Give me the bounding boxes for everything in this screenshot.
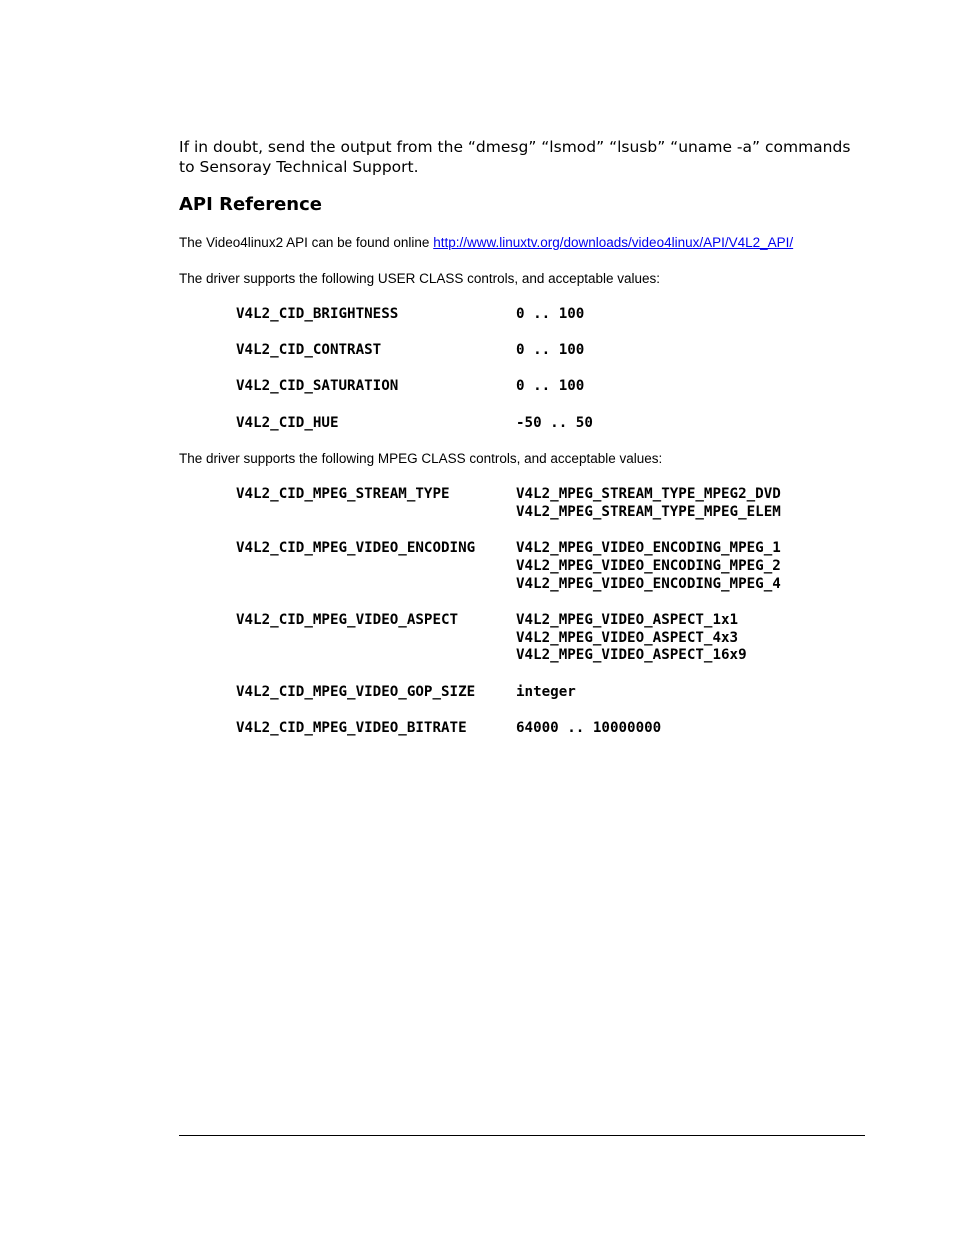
control-name: V4L2_CID_MPEG_VIDEO_ASPECT <box>236 612 459 628</box>
control-value: V4L2_MPEG_VIDEO_ASPECT_4x3 <box>516 630 739 646</box>
control-value: V4L2_MPEG_VIDEO_ENCODING_MPEG_4 <box>516 576 781 592</box>
control-value: 64000 .. 10000000 <box>516 720 662 736</box>
control-name: V4L2_CID_MPEG_VIDEO_BITRATE <box>236 720 467 736</box>
control-value: V4L2_MPEG_VIDEO_ENCODING_MPEG_2 <box>516 558 781 574</box>
control-name: V4L2_CID_MPEG_VIDEO_ENCODING <box>236 540 476 556</box>
control-value: V4L2_MPEG_VIDEO_ASPECT_16x9 <box>516 647 747 663</box>
control-name: V4L2_CID_BRIGHTNESS <box>236 306 399 322</box>
intro-line-1: If in doubt, send the output from the “dmesg” “lsmod” “lsusb” “uname -a” commands <box>179 138 851 156</box>
control-value: V4L2_MPEG_VIDEO_ASPECT_1x1 <box>516 612 739 628</box>
control-value: 0 .. 100 <box>516 306 585 322</box>
control-value: integer <box>516 684 576 700</box>
section-heading: API Reference <box>179 194 322 215</box>
user-class-intro: The driver supports the following USER CLASS controls, and acceptable values: <box>179 271 660 286</box>
api-location-label: The Video4linux2 API can be found online <box>179 235 434 250</box>
api-location-text <box>179 234 793 251</box>
control-name: V4L2_CID_MPEG_VIDEO_GOP_SIZE <box>236 684 476 700</box>
api-link[interactable]: http://www.linuxtv.org/downloads/video4linux/API/V4L2_API/ <box>433 235 794 250</box>
control-value: 0 .. 100 <box>516 342 585 358</box>
control-name: V4L2_CID_HUE <box>236 415 339 431</box>
control-value: V4L2_MPEG_VIDEO_ENCODING_MPEG_1 <box>516 540 781 556</box>
control-value: V4L2_MPEG_STREAM_TYPE_MPEG2_DVD <box>516 486 781 502</box>
control-value: 0 .. 100 <box>516 378 585 394</box>
mpeg-class-intro: The driver supports the following MPEG CLASS controls, and acceptable values: <box>179 451 663 466</box>
control-value: V4L2_MPEG_STREAM_TYPE_MPEG_ELEM <box>516 504 781 520</box>
control-name: V4L2_CID_SATURATION <box>236 378 399 394</box>
footer-divider <box>179 1135 865 1136</box>
intro-paragraph <box>179 138 869 177</box>
intro-line-2: to Sensoray Technical Support. <box>179 157 419 176</box>
control-name: V4L2_CID_MPEG_STREAM_TYPE <box>236 486 450 502</box>
control-name: V4L2_CID_CONTRAST <box>236 342 382 358</box>
control-value: -50 .. 50 <box>516 415 593 431</box>
